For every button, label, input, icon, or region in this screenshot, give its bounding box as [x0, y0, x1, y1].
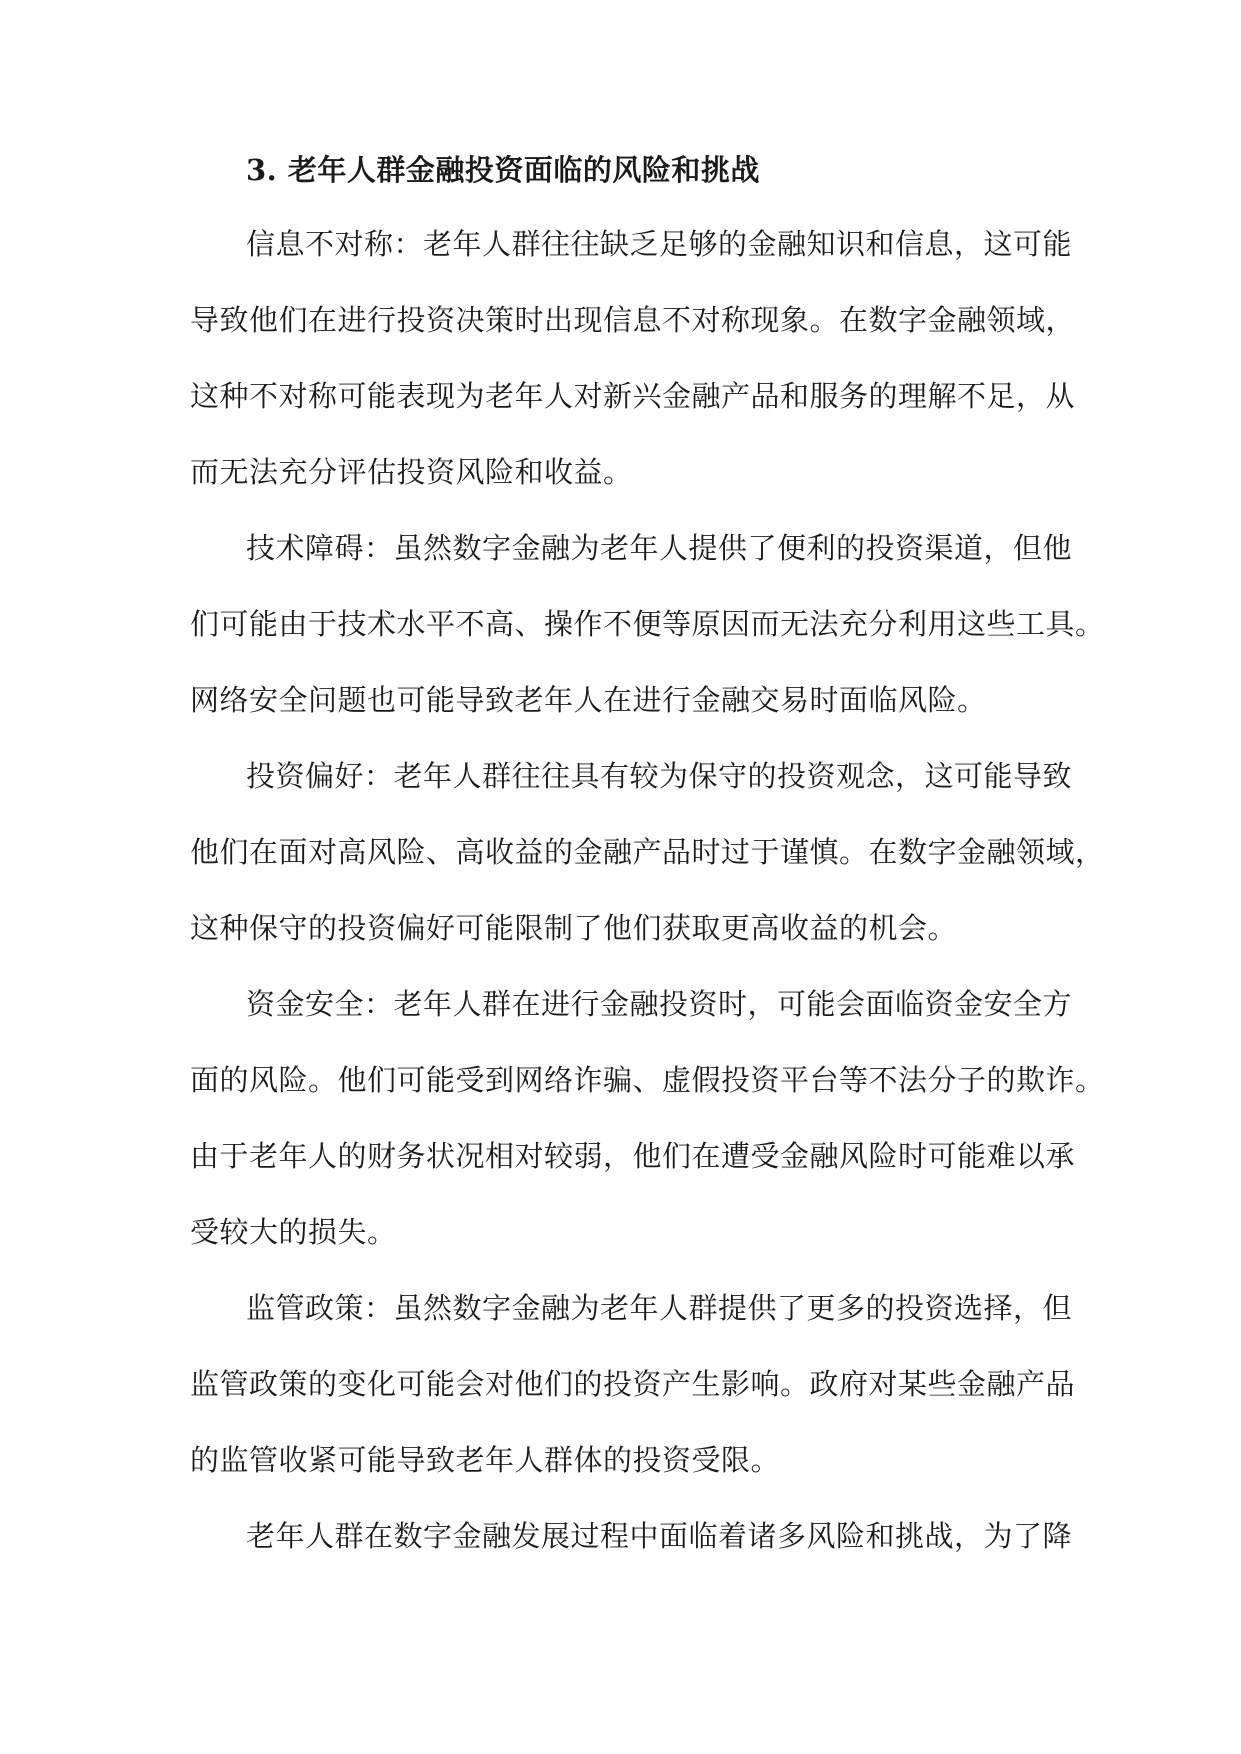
- paragraph-fund-security: [190, 980, 1105, 1256]
- paragraph-summary: [190, 1512, 1073, 1560]
- paragraph-information-asymmetry: [190, 220, 1076, 496]
- paragraph-line: 导致他们在进行投资决策时出现信息不对称现象。在数字金融领域，: [190, 303, 1076, 337]
- paragraph-line: 资金安全：老年人群在进行金融投资时，可能会面临资金安全方: [246, 987, 1073, 1021]
- paragraph-line: 受较大的损失。: [190, 1215, 397, 1249]
- paragraph-line: 面的风险。他们可能受到网络诈骗、虚假投资平台等不法分子的欺诈。: [190, 1063, 1105, 1097]
- paragraph-line: 监管政策：虽然数字金融为老年人群提供了更多的投资选择，但: [246, 1291, 1073, 1325]
- paragraph-regulatory-policy: [190, 1284, 1076, 1484]
- paragraph-line: 他们在面对高风险、高收益的金融产品时过于谨慎。在数字金融领域，: [190, 835, 1105, 869]
- paragraph-investment-preference: [190, 752, 1105, 952]
- document-body: [190, 146, 1105, 1588]
- paragraph-line: 这种不对称可能表现为老年人对新兴金融产品和服务的理解不足，从: [190, 379, 1076, 413]
- paragraph-technical-barriers: [190, 524, 1105, 724]
- paragraph-line: 由于老年人的财务状况相对较弱，他们在遭受金融风险时可能难以承: [190, 1139, 1076, 1173]
- paragraph-line: 而无法充分评估投资风险和收益。: [190, 455, 633, 489]
- paragraph-line: 网络安全问题也可能导致老年人在进行金融交易时面临风险。: [190, 683, 987, 717]
- paragraph-line: 信息不对称：老年人群往往缺乏足够的金融知识和信息，这可能: [246, 227, 1073, 261]
- paragraph-line: 这种保守的投资偏好可能限制了他们获取更高收益的机会。: [190, 911, 958, 945]
- paragraph-line: 技术障碍：虽然数字金融为老年人提供了便利的投资渠道，但他: [246, 531, 1073, 565]
- paragraph-line: 们可能由于技术水平不高、操作不便等原因而无法充分利用这些工具。: [190, 607, 1105, 641]
- paragraph-line: 的监管收紧可能导致老年人群体的投资受限。: [190, 1443, 781, 1477]
- section-heading: 3. 老年人群金融投资面临的风险和挑战: [246, 153, 760, 187]
- paragraph-line: 监管政策的变化可能会对他们的投资产生影响。政府对某些金融产品: [190, 1367, 1076, 1401]
- paragraph-line: 老年人群在数字金融发展过程中面临着诸多风险和挑战，为了降: [246, 1519, 1073, 1553]
- paragraph-line: 投资偏好：老年人群往往具有较为保守的投资观念，这可能导致: [246, 759, 1073, 793]
